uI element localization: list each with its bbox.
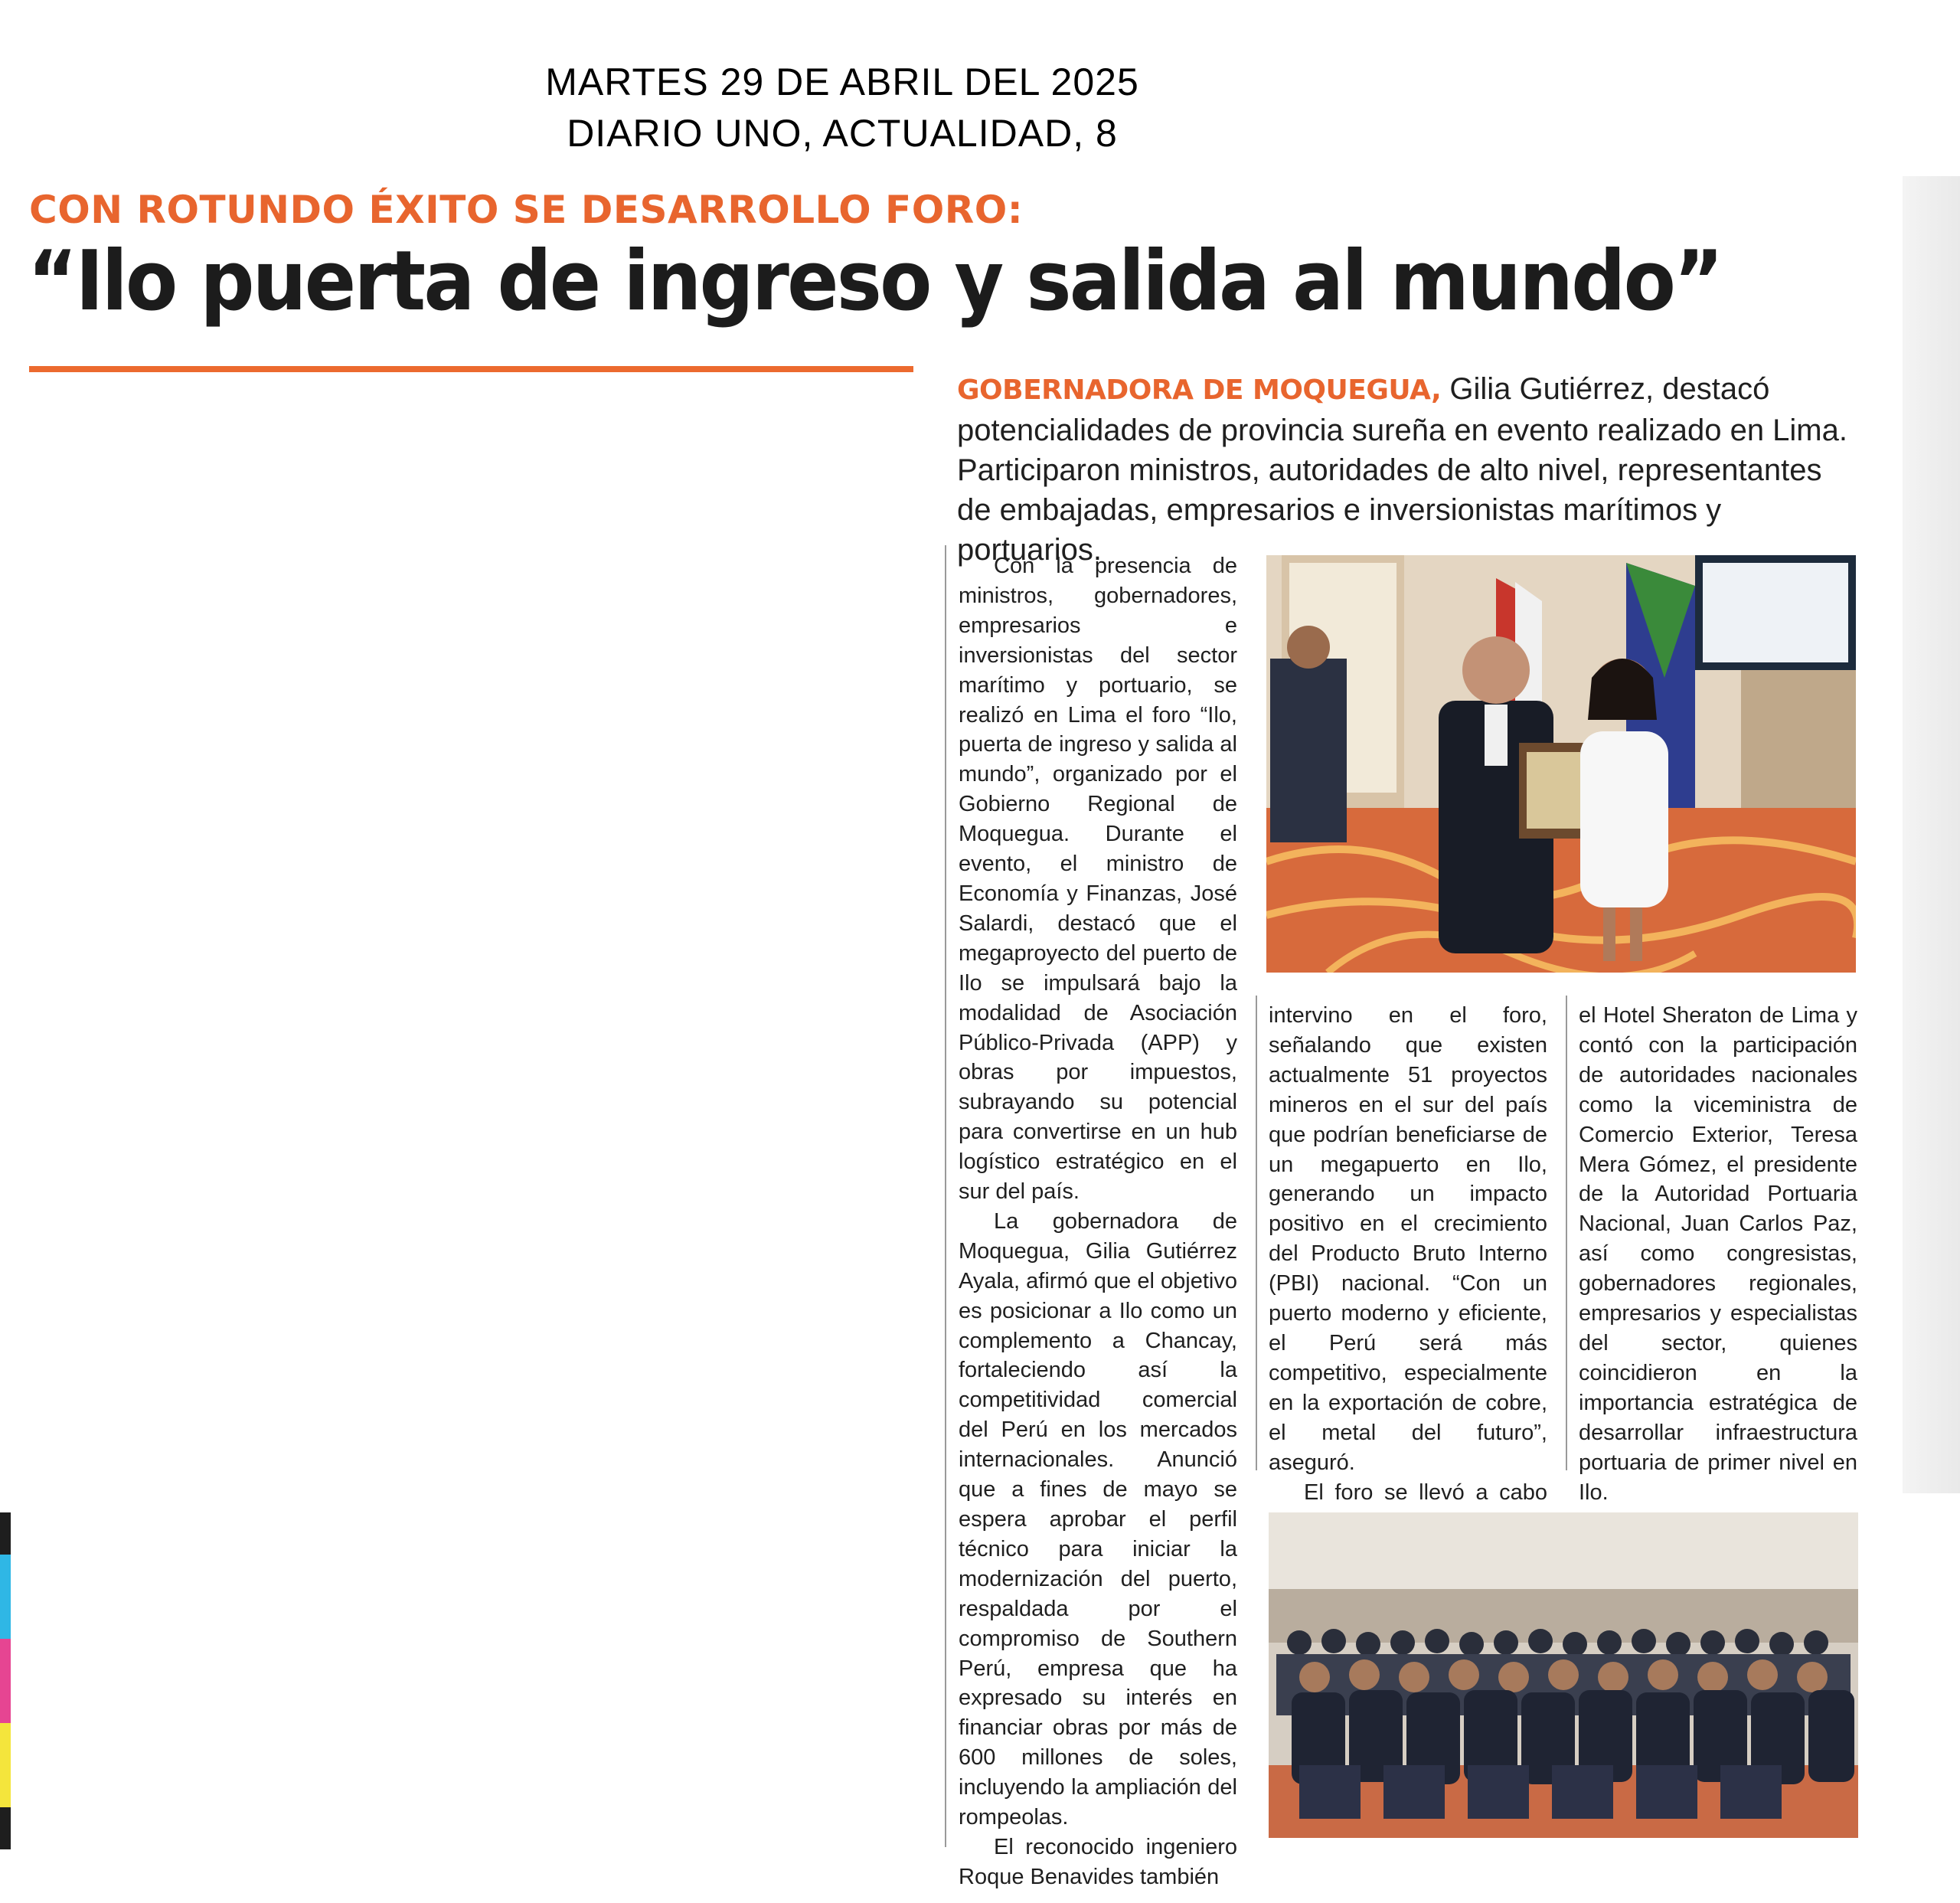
paragraph: intervino en el foro, señalando que existen actualmente 51 proyectos mineros en el sur del país que podrían beneficiarse de un megapuerto en Ilo, generando un impacto positivo en el crecimiento del Producto Bruto Interno (PBI) nacional. “Con un puerto moderno y eficiente, el Perú será más competitivo, especialmente en la exportación de cobre, el metal del futuro”, aseguró. (1269, 1003, 1547, 1475)
headline-rule (29, 366, 913, 372)
paragraph: La gobernadora de Moquegua, Gilia Gutiérrez Ayala, afirmó que el objetivo es posicionar a Ilo como un complemento a Chancay, fortaleciendo así la competitividad comercial del Perú en los mercados internacionales. Anunció que a fines de mayo se espera aprobar el perfil técnico para iniciar la modernización del puerto, respaldada por el compromiso de Southern Perú, empresa que ha expresado su interés en financiar obras por más de 600 millones de soles, incluyendo la ampliación del rompeolas. (959, 1208, 1237, 1830)
article-headline: “Ilo puerta de ingreso y salida al mundo” (28, 234, 1722, 329)
adjacent-page-bleed (1903, 176, 1960, 1493)
award-photo-illustration (1266, 555, 1856, 973)
award-ceremony-photo (1266, 555, 1856, 973)
paragraph: El reconocido ingeniero Roque Benavides también (959, 1834, 1237, 1889)
column-divider (1566, 996, 1567, 1470)
article-column-1 (959, 551, 1237, 1892)
header-source: DIARIO UNO, ACTUALIDAD, 8 (567, 112, 1118, 155)
header-date: MARTES 29 DE ABRIL DEL 2025 (545, 60, 1139, 103)
audience-photo (1269, 1512, 1858, 1838)
deck-lead: GOBERNADORA DE MOQUEGUA, (957, 374, 1442, 406)
article-column-3 (1579, 1001, 1857, 1507)
audience-photo-illustration (1269, 1512, 1858, 1838)
column-divider (1256, 996, 1257, 1470)
column-divider (945, 545, 946, 1847)
article-column-2 (1269, 1001, 1547, 1537)
print-color-registration-bar (0, 1512, 11, 1849)
article-deck (957, 369, 1860, 570)
paragraph: Con la presencia de ministros, gobernadores, empresarios e inversionistas del sector marítimo y portuario, se realizó en Lima el foro “Ilo, puerta de ingreso y salida al mundo”, organizado por el Gobierno Regional de Moquegua. Durante el evento, el ministro de Economía y Finanzas, José Salardi, destacó que el megaproyecto del puerto de Ilo se impulsará bajo la modalidad de Asociación Público-Privada (APP) y obras por impuestos, subrayando su potencial para convertirse en un hub logístico estratégico en el sur del país. (959, 554, 1237, 1205)
deck-text: Gilia Gutiérrez, destacó potencialidades de provincia sureña en evento realizado en Lima. Participaron ministros, autoridades de alto nivel, representantes de embajadas, empresarios e inversionistas marítimos y portuarios. (957, 372, 1847, 567)
paragraph: el Hotel Sheraton de Lima y contó con la participación de autoridades nacionales como la viceministra de Comercio Exterior, Teresa Mera Gómez, el presidente de la Autoridad Portuaria Nacional, Juan Carlos Paz, así como congresistas, gobernadores regionales, empresarios y especialistas del sector, quienes coincidieron en la importancia estratégica de desarrollar infraestructura portuaria de primer nivel en Ilo. (1579, 1003, 1857, 1505)
article-kicker: CON ROTUNDO ÉXITO SE DESARROLLO FORO: (29, 188, 1024, 232)
paragraph: El foro se llevó a cabo (1304, 1480, 1547, 1505)
